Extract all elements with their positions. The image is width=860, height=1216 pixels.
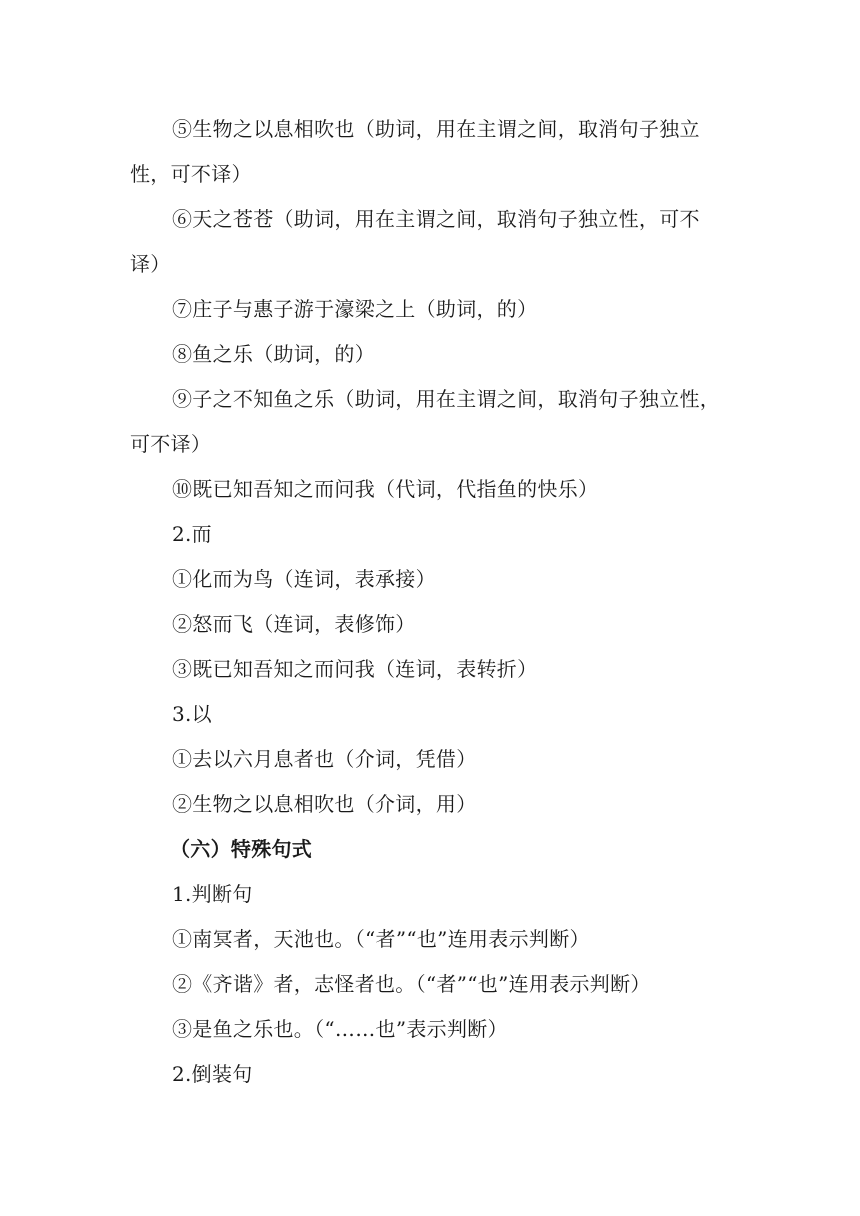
document-body [130, 107, 730, 1097]
paragraph-line-9: ⑩既已知吾知之而问我（代词，代指鱼的快乐） [172, 477, 599, 501]
paragraph-line-16: ②生物之以息相吹也（介词，用） [172, 792, 477, 816]
paragraph-line-4: 译） [130, 252, 171, 276]
section-heading-er: 2.而 [172, 522, 212, 546]
paragraph-line-11: ①化而为鸟（连词，表承接） [172, 567, 436, 591]
paragraph-line-7: ⑨子之不知鱼之乐（助词，用在主谓之间，取消句子独立性， [172, 387, 721, 411]
paragraph-line-5: ⑦庄子与惠子游于濠梁之上（助词，的） [172, 297, 538, 321]
paragraph-line-21: ③是鱼之乐也。（“……也”表示判断） [172, 1017, 508, 1041]
paragraph-line-6: ⑧鱼之乐（助词，的） [172, 342, 375, 366]
paragraph-line-2: 性，可不译） [130, 162, 252, 186]
subheading-inverted-sentence: 2.倒装句 [172, 1062, 253, 1086]
paragraph-line-20: ②《齐谐》者，志怪者也。（“者”“也”连用表示判断） [172, 972, 651, 996]
section-heading-yi: 3.以 [172, 702, 212, 726]
paragraph-line-15: ①去以六月息者也（介词，凭借） [172, 747, 477, 771]
paragraph-line-13: ③既已知吾知之而问我（连词，表转折） [172, 657, 538, 681]
subheading-judgment-sentence: 1.判断句 [172, 882, 253, 906]
paragraph-line-12: ②怒而飞（连词，表修饰） [172, 612, 416, 636]
paragraph-line-3: ⑥天之苍苍（助词，用在主谓之间，取消句子独立性，可不 [172, 207, 700, 231]
paragraph-line-8: 可不译） [130, 432, 212, 456]
section-heading-special-sentences: （六）特殊句式 [170, 837, 313, 861]
paragraph-line-19: ①南冥者，天池也。（“者”“也”连用表示判断） [172, 927, 590, 951]
paragraph-line-1: ⑤生物之以息相吹也（助词，用在主谓之间，取消句子独立 [172, 117, 700, 141]
